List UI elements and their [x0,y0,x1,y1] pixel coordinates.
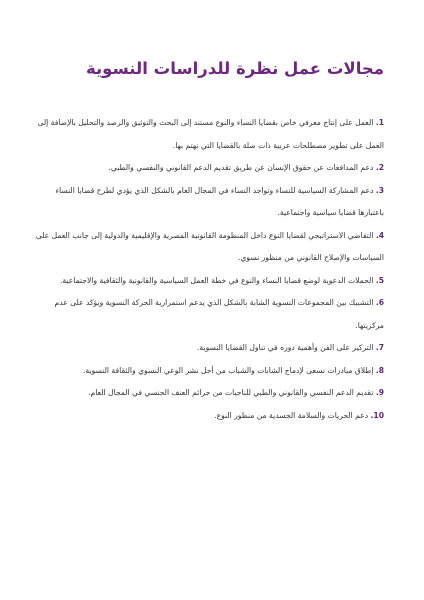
item-number: 1 [378,118,384,127]
item-number-dot: . [375,185,379,195]
item-text: دعم الحريات والسلامة الجسدية من منظور النوع. [214,410,371,420]
item-number: 3 [378,185,384,195]
item-number-dot: . [375,298,379,307]
item-number: 8 [378,365,384,375]
item-text: التقاضي الاستراتيجي لقضايا النوع داخل المنظومة القانونية المصرية والإقليمية والدولية إلى جانب العمل على السياسات والإصلاح القانوني من منظور نسوي. [35,230,384,262]
item-text: الحملات الدعوية لوضع قضايا النساء والنوع في خطة العمل السياسية والقانونية والثقافية والاجتماعية. [59,275,376,285]
item-number: 9 [378,388,384,397]
list-item [30,360,384,383]
item-number-dot: . [375,275,379,285]
item-text: دعم المدافعات عن حقوق الإنسان عن طريق تقديم الدعم القانوني والنفسي والطبي. [108,163,376,172]
list-item [30,225,384,270]
item-text: دعم المشاركة السياسية للنساء وتواجد النساء في المجال العام بالشكل الذي يؤدي لطرح قضايا النساء باعتبارها قضايا سياسية واجتماعية. [55,185,384,217]
item-number-dot: . [375,118,379,127]
list-item [30,157,384,180]
item-number: 4 [378,230,384,240]
list-item [30,405,384,428]
item-text: التشبيك بين المجموعات النسوية الشابة بالشكل الذي يدعم استمرارية الحركة النسوية ويؤكد على عدم مركزيتها. [54,298,384,330]
list-item [30,180,384,225]
list-item [30,292,384,337]
item-number: 2 [378,163,384,172]
item-number-dot: . [375,365,379,375]
item-number-dot: . [375,388,379,397]
item-text: تقديم الدعم النفسي والقانوني والطبي للناجيات من جرائم العنف الجنسي في المجال العام. [88,388,376,397]
list-item [30,112,384,157]
item-number: 7 [378,343,384,352]
item-number: 5 [378,275,384,285]
item-text: العمل على إنتاج معرفي خاص بقضايا النساء والنوع مستند إلى البحث والتوثيق والرصد والتحليل بالإضافة إلى العمل على تطوير مصطلحات عربية ذات صلة بالقضايا التي نهتم بها. [37,118,384,150]
item-number: 6 [378,298,384,307]
list-item [30,337,384,360]
list-item [30,382,384,405]
item-number-dot: . [375,230,379,240]
focus-areas-list [30,112,384,427]
item-number-dot: . [375,163,379,172]
item-text: التركيز على الفن وأهمية دوره في تناول القضايا النسوية. [196,343,376,352]
item-number: 10 [373,410,384,420]
page-title: مجالات عمل نظرة للدراسات النسوية [85,59,384,78]
item-number-dot: . [370,410,374,420]
item-number-dot: . [375,343,379,352]
list-item [30,270,384,293]
item-text: إطلاق مبادرات تسعى لإدماج الشابات والشباب من أجل نشر الوعي النسوي والثقافة النسوية. [83,365,376,375]
